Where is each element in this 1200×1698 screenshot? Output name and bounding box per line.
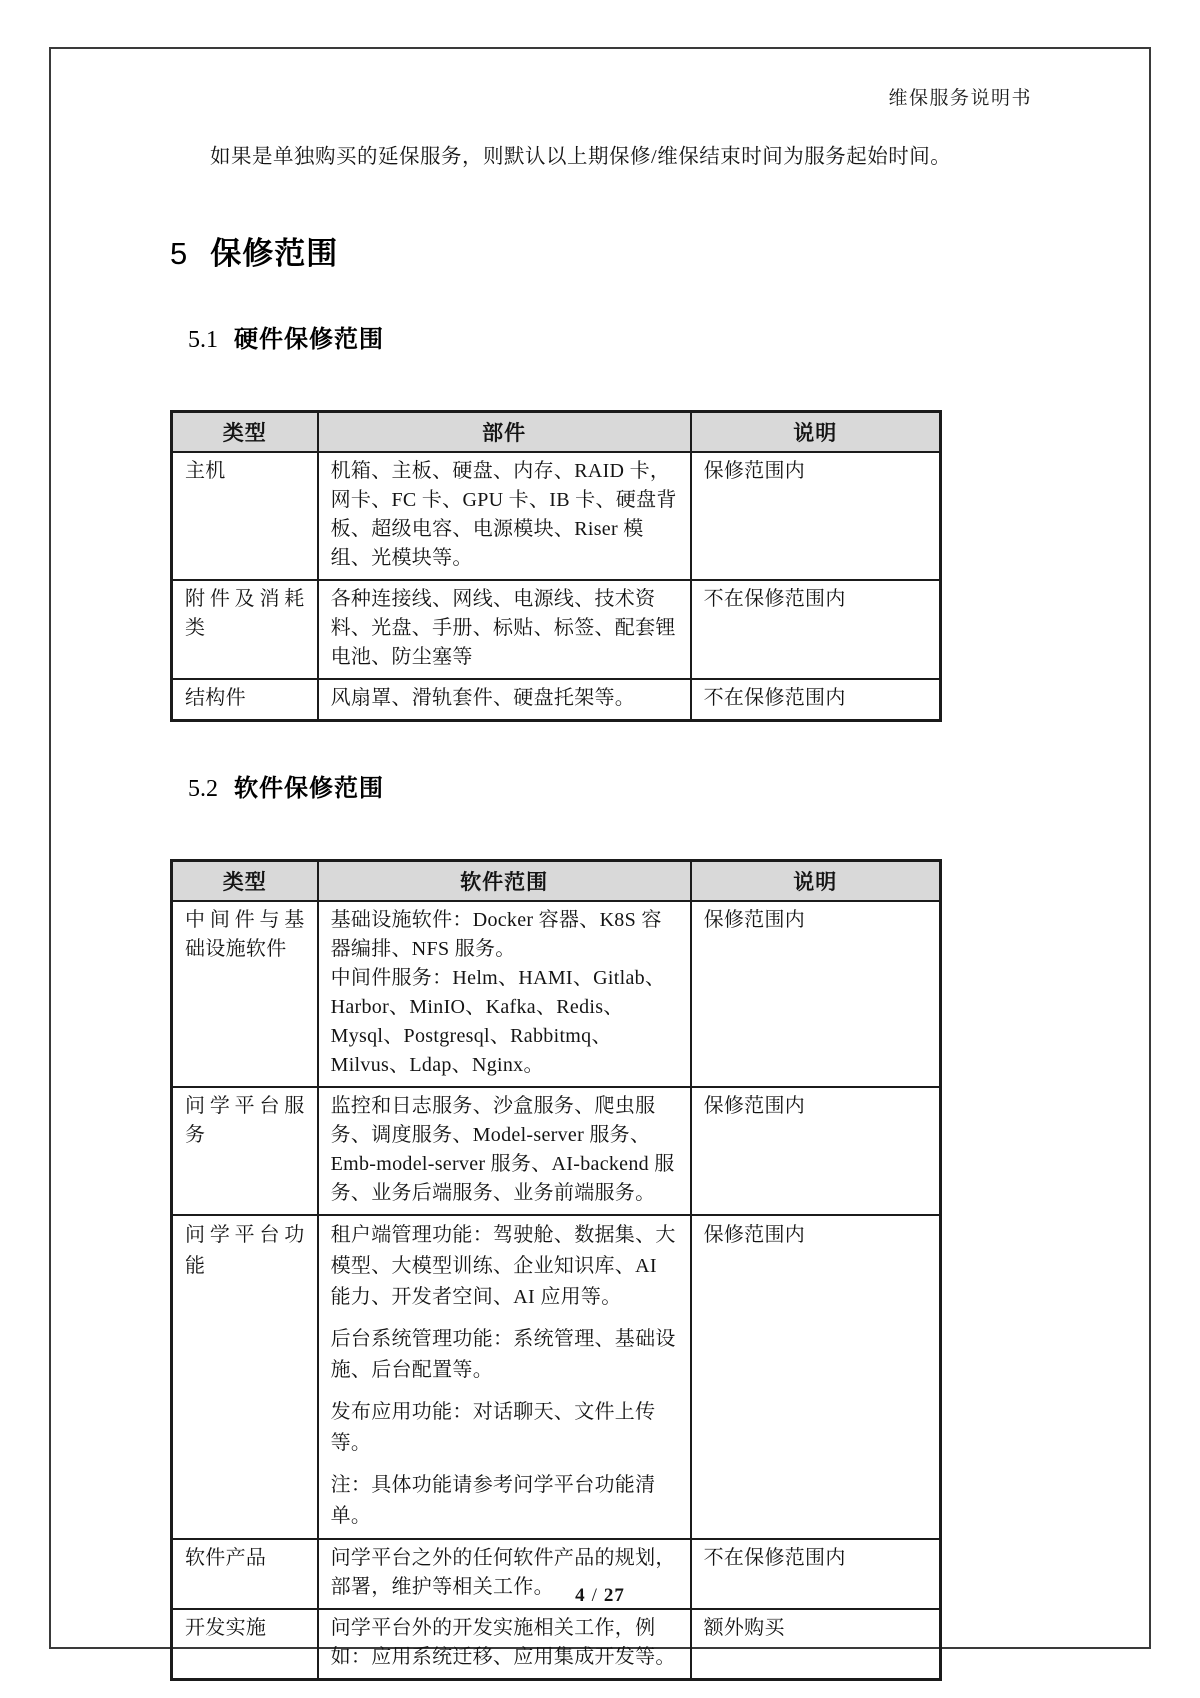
- row-scope-cell: [318, 1215, 691, 1539]
- subsection-number: 5.1: [188, 327, 218, 353]
- header-cell-scope: 部件: [318, 412, 691, 453]
- row-scope-cell: [318, 679, 691, 721]
- row-scope-cell: [318, 901, 691, 1087]
- scope-paragraph: 机箱、主板、硬盘、内存、RAID 卡，网卡、FC 卡、GPU 卡、IB 卡、硬盘背板、超级电容、电源模块、Riser 模组、光模块等。: [330, 460, 677, 569]
- row-type-cell: 中间件与基础设施软件: [172, 901, 318, 1087]
- table-row: [172, 580, 941, 679]
- table-header-row: [172, 412, 941, 453]
- scope-paragraph: 基础设施软件：Docker 容器、K8S 容器编排、NFS 服务。: [330, 909, 662, 960]
- row-scope-cell: [318, 580, 691, 679]
- row-type-cell: 结构件: [172, 679, 318, 721]
- subsection-title: 软件保修范围: [234, 775, 384, 802]
- header-cell-scope: 软件范围: [318, 861, 691, 902]
- section-number: 5: [170, 236, 189, 271]
- page-number-separator: /: [591, 1585, 598, 1606]
- table-header-row: [172, 861, 941, 902]
- table-row: [172, 1609, 941, 1680]
- row-note-cell: 保修范围内: [691, 1215, 941, 1539]
- table-row: [172, 679, 941, 721]
- row-note-cell: 额外购买: [691, 1609, 941, 1680]
- scope-paragraph: 发布应用功能：对话聊天、文件上传等。: [330, 1401, 656, 1454]
- hardware-warranty-table: [170, 410, 942, 722]
- row-note-cell: 保修范围内: [691, 1087, 941, 1215]
- scope-paragraph: 租户端管理功能：驾驶舱、数据集、大模型、大模型训练、企业知识库、AI 能力、开发者空间、AI 应用等。: [330, 1224, 676, 1308]
- scope-paragraph: 问学平台之外的任何软件产品的规划，部署，维护等相关工作。: [330, 1547, 676, 1598]
- table-row: [172, 452, 941, 580]
- row-type-cell: 问学平台服务: [172, 1087, 318, 1215]
- row-note-cell: 不在保修范围内: [691, 580, 941, 679]
- table-row: [172, 1087, 941, 1215]
- row-note-cell: 保修范围内: [691, 452, 941, 580]
- row-scope-cell: [318, 452, 691, 580]
- table-row: [172, 1215, 941, 1539]
- subsection-heading-software: [188, 768, 1032, 803]
- subsection-heading-hardware: [188, 319, 1032, 354]
- header-cell-type: 类型: [172, 861, 318, 902]
- section-title: 保修范围: [210, 236, 339, 271]
- scope-paragraph: 注：具体功能请参考问学平台功能清单。: [330, 1474, 656, 1527]
- scope-paragraph: 后台系统管理功能：系统管理、基础设施、后台配置等。: [330, 1328, 676, 1381]
- scope-paragraph: 各种连接线、网线、电源线、技术资料、光盘、手册、标贴、标签、配套锂电池、防尘塞等: [330, 588, 676, 668]
- document-title: 维保服务说明书: [888, 88, 1032, 109]
- row-type-cell: 问学平台功能: [172, 1215, 318, 1539]
- document-header: [170, 83, 1032, 110]
- section-heading: [170, 228, 1032, 273]
- row-type-cell: 附件及消耗类: [172, 580, 318, 679]
- row-note-cell: 不在保修范围内: [691, 1539, 941, 1609]
- page-border-frame: [49, 47, 1151, 1668]
- row-note-cell: 不在保修范围内: [691, 679, 941, 721]
- row-note-cell: 保修范围内: [691, 901, 941, 1087]
- header-cell-note: 说明: [691, 412, 941, 453]
- scope-paragraph: 监控和日志服务、沙盒服务、爬虫服务、调度服务、Model-server 服务、Emb-model-server 服务、AI-backend 服务、业务后端服务、业务前端服务。: [330, 1095, 675, 1204]
- software-warranty-table: [170, 859, 942, 1681]
- row-scope-cell: [318, 1087, 691, 1215]
- row-type-cell: 软件产品: [172, 1539, 318, 1609]
- row-type-cell: 开发实施: [172, 1609, 318, 1680]
- row-scope-cell: [318, 1609, 691, 1680]
- page-number-current: 4: [575, 1585, 586, 1606]
- scope-paragraph: 风扇罩、滑轨套件、硬盘托架等。: [330, 687, 636, 709]
- table-row: [172, 901, 941, 1087]
- scope-paragraph: 中间件服务：Helm、HAMI、Gitlab、Harbor、MinIO、Kafka、Redis、Mysql、Postgresql、Rabbitmq、Milvus、Ldap、Nginx。: [330, 967, 666, 1076]
- subsection-title: 硬件保修范围: [234, 326, 384, 353]
- page-number-total: 27: [603, 1585, 625, 1606]
- subsection-number: 5.2: [188, 776, 218, 802]
- header-cell-type: 类型: [172, 412, 318, 453]
- intro-paragraph: 如果是单独购买的延保服务，则默认以上期保修/维保结束时间为服务起始时间。: [210, 146, 952, 168]
- page-footer: [51, 1585, 1149, 1607]
- header-cell-note: 说明: [691, 861, 941, 902]
- row-type-cell: 主机: [172, 452, 318, 580]
- scope-paragraph: 问学平台外的开发实施相关工作，例如：应用系统迁移、应用集成开发等。: [330, 1617, 676, 1668]
